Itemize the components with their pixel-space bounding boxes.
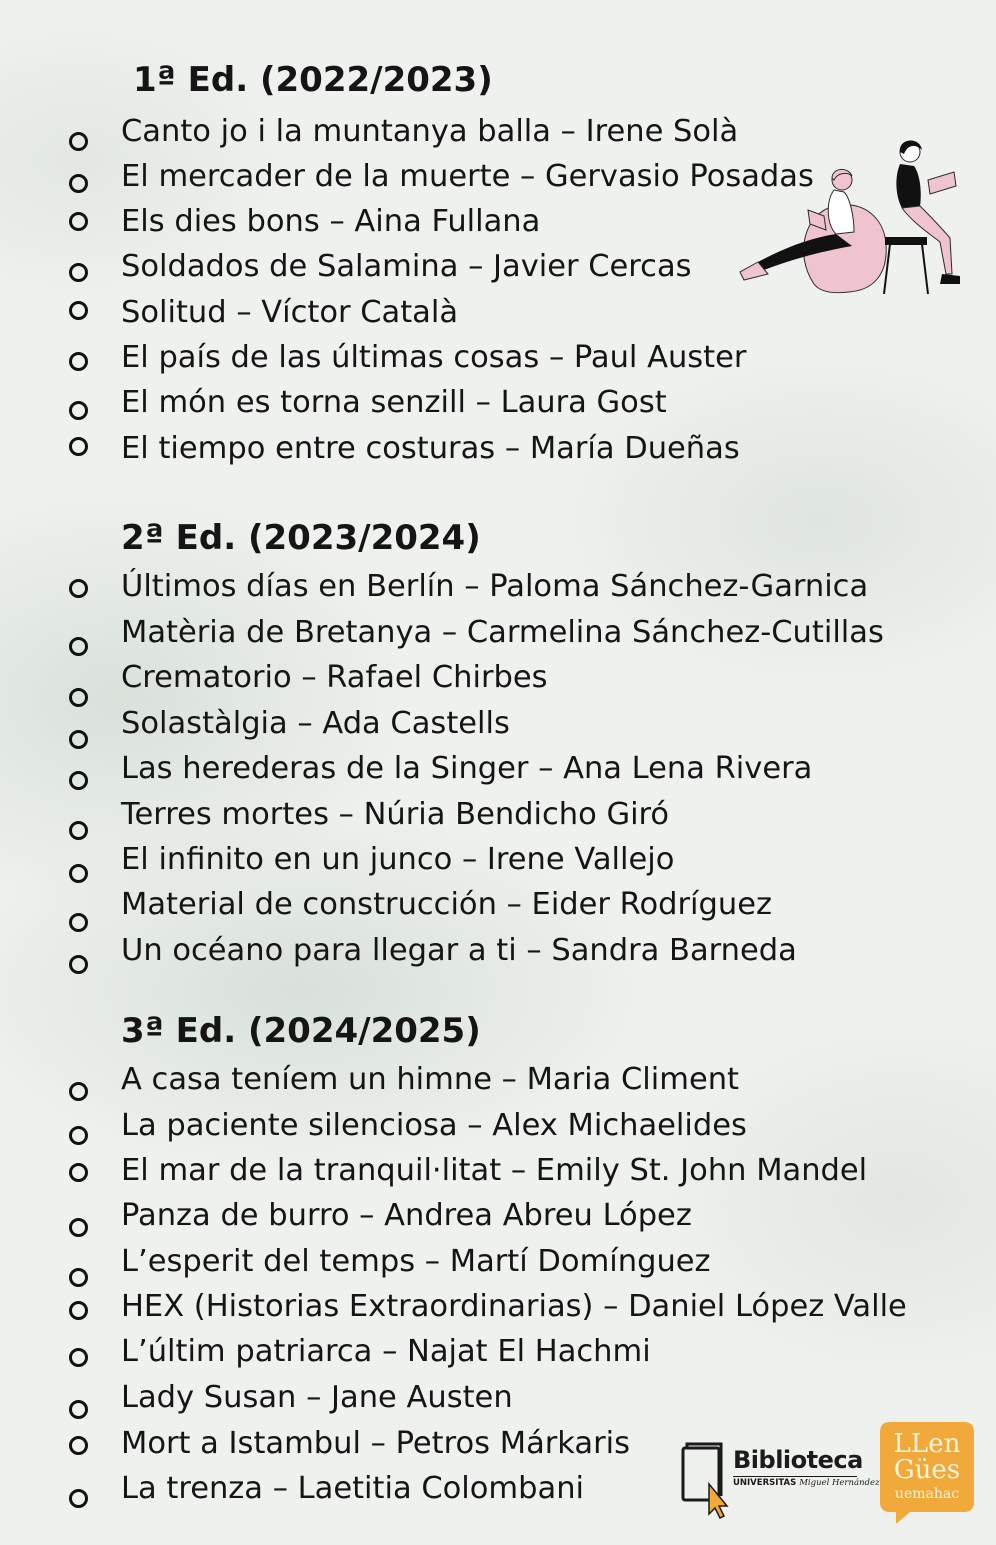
llengues-line2: Gües xyxy=(893,1455,961,1485)
checkbox-circle-icon[interactable] xyxy=(69,821,88,840)
book-title-author: Últimos días en Berlín – Paloma Sánchez-Garnica xyxy=(121,569,869,604)
book-list-item xyxy=(0,1196,996,1236)
book-title-author: La paciente silenciosa – Alex Michaelides xyxy=(121,1108,747,1143)
edition-heading-3: 3ª Ed. (2024/2025) xyxy=(121,1011,481,1051)
book-title-author: El mercader de la muerte – Gervasio Posadas xyxy=(121,159,814,194)
checkbox-circle-icon[interactable] xyxy=(69,263,88,282)
book-title-author: Solastàlgia – Ada Castells xyxy=(121,706,510,741)
book-title-author: La trenza – Laetitia Colombani xyxy=(121,1471,584,1506)
checkbox-circle-icon[interactable] xyxy=(69,437,88,456)
book-list-item xyxy=(0,1332,996,1372)
stool xyxy=(884,238,928,294)
book-list-item xyxy=(0,1287,996,1327)
biblioteca-sub-a: UNIVERSITAS xyxy=(733,1478,797,1488)
checkbox-circle-icon[interactable] xyxy=(69,301,88,320)
book-list-item xyxy=(0,885,996,925)
checkbox-circle-icon[interactable] xyxy=(69,637,88,656)
checkbox-circle-icon[interactable] xyxy=(69,1126,88,1145)
book-list-item xyxy=(0,795,996,835)
book-title-author: Un océano para llegar a ti – Sandra Barneda xyxy=(121,933,797,968)
book-list-item xyxy=(0,567,996,607)
left-woman-body xyxy=(828,190,854,234)
checkbox-circle-icon[interactable] xyxy=(69,1163,88,1182)
book-title-author: Mort a Istambul – Petros Márkaris xyxy=(121,1426,631,1461)
checkbox-circle-icon[interactable] xyxy=(69,771,88,790)
book-list-item xyxy=(0,749,996,789)
book-title-author: El país de las últimas cosas – Paul Auster xyxy=(121,340,747,375)
book-title-author: A casa teníem un himne – Maria Climent xyxy=(121,1062,740,1097)
book-title-author: El mar de la tranquil·litat – Emily St. John Mandel xyxy=(121,1153,868,1188)
book-list-item xyxy=(0,840,996,880)
biblioteca-name: Biblioteca xyxy=(733,1446,863,1474)
llengues-line1: LLen xyxy=(893,1429,961,1459)
checkbox-circle-icon[interactable] xyxy=(69,730,88,749)
book-title-author: HEX (Historias Extraordinarias) – Daniel López Valle xyxy=(121,1289,907,1324)
biblioteca-sub-b: Miguel Hernández xyxy=(799,1478,880,1488)
book-title-author: Panza de burro – Andrea Abreu López xyxy=(121,1198,692,1233)
checkbox-circle-icon[interactable] xyxy=(69,1436,88,1455)
book-title-author: El món es torna senzill – Laura Gost xyxy=(121,385,667,420)
checkbox-circle-icon[interactable] xyxy=(69,1301,88,1320)
book-list-item xyxy=(0,658,996,698)
right-woman-body xyxy=(896,164,920,208)
edition-heading-1: 1ª Ed. (2022/2023) xyxy=(133,60,493,100)
checkbox-circle-icon[interactable] xyxy=(69,1268,88,1287)
book-title-author: L’últim patriarca – Najat El Hachmi xyxy=(121,1334,651,1369)
checkbox-circle-icon[interactable] xyxy=(69,913,88,932)
book-title-author: Las herederas de la Singer – Ana Lena Rivera xyxy=(121,751,813,786)
book-title-author: Terres mortes – Núria Bendicho Giró xyxy=(121,797,670,832)
book-list-item xyxy=(0,931,996,971)
right-woman-book xyxy=(928,172,956,194)
book-list-item xyxy=(0,1242,996,1282)
book-title-author: Crematorio – Rafael Chirbes xyxy=(121,660,548,695)
llengues-line3: uemahac xyxy=(894,1486,960,1502)
edition-heading-2: 2ª Ed. (2023/2024) xyxy=(121,518,481,558)
book-title-author: El tiempo entre costuras – María Dueñas xyxy=(121,431,740,466)
checkbox-circle-icon[interactable] xyxy=(69,352,88,371)
checkbox-circle-icon[interactable] xyxy=(69,132,88,151)
book-list-item xyxy=(0,338,996,378)
book-title-author: Solitud – Víctor Català xyxy=(121,295,459,330)
checkbox-circle-icon[interactable] xyxy=(69,212,88,231)
biblioteca-logo xyxy=(681,1440,880,1522)
book-title-author: Lady Susan – Jane Austen xyxy=(121,1380,513,1415)
book-list-item xyxy=(0,1378,996,1418)
book-list-item xyxy=(0,429,996,469)
book-list-item xyxy=(0,1151,996,1191)
book-title-author: Material de construcción – Eider Rodríguez xyxy=(121,887,772,922)
right-woman-shoes xyxy=(940,274,960,284)
women-reading-illustration xyxy=(714,134,970,300)
book-title-author: L’esperit del temps – Martí Domínguez xyxy=(121,1244,711,1279)
checkbox-circle-icon[interactable] xyxy=(69,401,88,420)
book-title-author: Els dies bons – Aina Fullana xyxy=(121,204,541,239)
checkbox-circle-icon[interactable] xyxy=(69,864,88,883)
checkbox-circle-icon[interactable] xyxy=(69,1218,88,1237)
llengues-logo xyxy=(880,1422,974,1524)
biblioteca-divider xyxy=(733,1476,857,1477)
checkbox-circle-icon[interactable] xyxy=(69,955,88,974)
book-title-author: Matèria de Bretanya – Carmelina Sánchez-Cutillas xyxy=(121,615,884,650)
book-list-item xyxy=(0,1106,996,1146)
book-list-item xyxy=(0,613,996,653)
book-list-item xyxy=(0,1060,996,1100)
biblioteca-subtitle xyxy=(733,1478,879,1488)
checkbox-circle-icon[interactable] xyxy=(69,1082,88,1101)
book-title-author: Canto jo i la muntanya balla – Irene Solà xyxy=(121,114,739,149)
biblioteca-book-cursor-icon xyxy=(681,1440,733,1522)
checkbox-circle-icon[interactable] xyxy=(69,1489,88,1508)
book-title-author: Soldados de Salamina – Javier Cercas xyxy=(121,249,692,284)
book-title-author: El infinito en un junco – Irene Vallejo xyxy=(121,842,675,877)
checkbox-circle-icon[interactable] xyxy=(69,1400,88,1419)
checkbox-circle-icon[interactable] xyxy=(69,174,88,193)
checkbox-circle-icon[interactable] xyxy=(69,1348,88,1367)
book-list-item xyxy=(0,704,996,744)
book-list-item xyxy=(0,383,996,423)
checkbox-circle-icon[interactable] xyxy=(69,579,88,598)
